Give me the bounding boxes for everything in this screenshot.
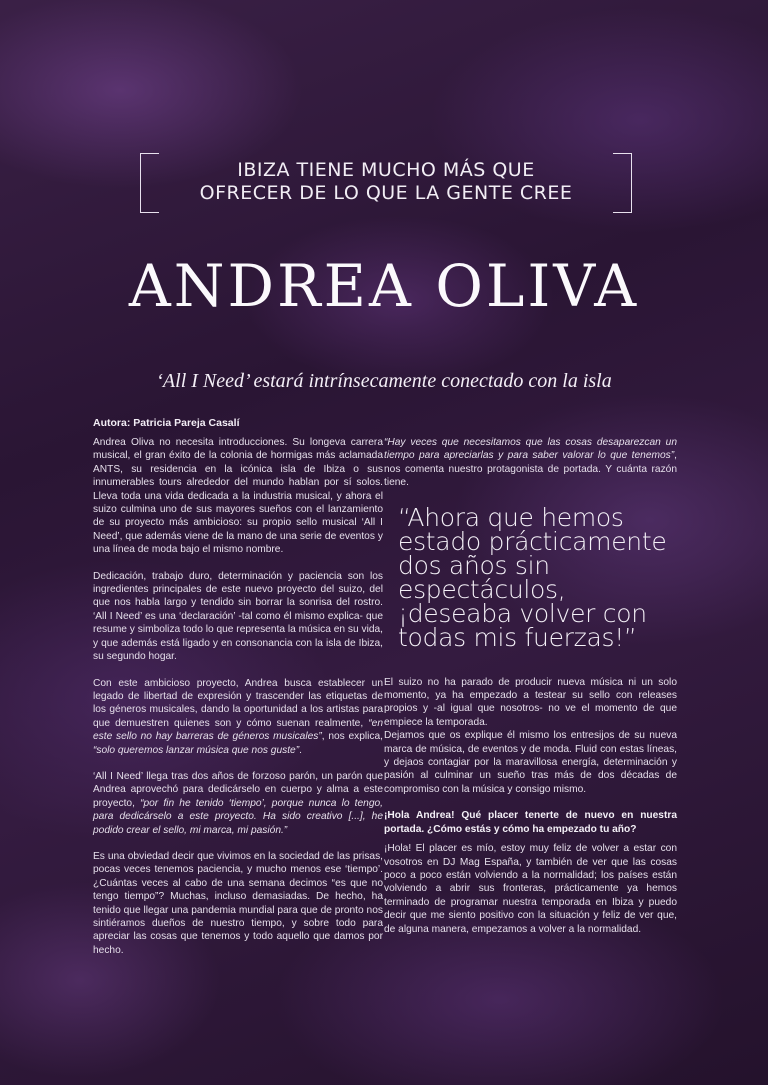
kicker-line-2: OFRECER DE LO QUE LA GENTE CREE xyxy=(199,182,573,204)
inline-quote: “solo queremos lanzar música que nos guste” xyxy=(93,744,300,756)
paragraph: El suizo no ha parado de producir nueva música ni un solo momento, ya ha empezado a testear su sello con releases propios y -al igual que nosotros- no ve el momento de que empiece la temporada. xyxy=(384,676,677,728)
interview-answer: ¡Hola! El placer es mío, estoy muy feliz de volver a estar con vosotros en DJ Mag España, y también de ver que las cosas poco a poco están volviendo a la normalidad; los países están volviendo a abrir sus fronteras, prácticamente ya hemos terminado de programar nuestra temporada en Ibiza y puedo decir que me siento positivo con la situación y feliz de ver que, de alguna manera, empezamos a volver a la normalidad. xyxy=(384,843,677,935)
paragraph: “Hay veces que necesitamos que las cosas desaparezcan un tiempo para apreciarlas y para saber valorar lo que tenemos”, nos comenta nuestro protagonista de portada. Y cuánta razón tiene. xyxy=(384,437,677,489)
article-subtitle: ‘All I Need’ estará intrínsecamente conectado con la isla xyxy=(156,370,612,392)
right-column xyxy=(384,436,677,949)
interview-question: ¡Hola Andrea! Qué placer tenerte de nuevo en nuestra portada. ¿Cómo estás y cómo ha empezado tu año? xyxy=(384,810,677,835)
paragraph: Andrea Oliva no necesita introducciones. Su longeva carrera musical, el gran éxito de la colonia de hormigas más aclamada ANTS, su residencia en la icónica isla de Ibiza o sus innumerables tours alrededor del mundo hablan por sí solos. Lleva toda una vida dedicada a la industria musical, y ahora el suizo culmina uno de sus mayores sueños con el lanzamiento de su proyecto más ambicioso: su propio sello musical ‘All I Need’, que además viene de la mano de una serie de eventos y una línea de moda bajo el mismo nombre. xyxy=(93,437,383,556)
inline-quote: “Hay veces que necesitamos que las cosas desaparezcan un tiempo para apreciarlas y para saber valorar lo que tenemos” xyxy=(384,437,677,462)
kicker-frame xyxy=(140,153,632,211)
left-column xyxy=(93,436,383,970)
inline-quote: “en este sello no hay barreras de géneros musicales” xyxy=(93,717,383,743)
article-title: ANDREA OLIVA xyxy=(128,252,640,320)
kicker-line-1: IBIZA TIENE MUCHO MÁS QUE xyxy=(237,159,535,181)
paragraph: Dedicación, trabajo duro, determinación y paciencia son los ingredientes principales de este nuevo proyecto del suizo, del que nos habla largo y tendido sin borrar la sonrisa del rostro. ‘All I Need’ es una ‘declaración’ -tal como él mismo explica- que resume y simboliza todo lo que representa la música en su vida, y que además está ligado y en consonancia con la isla de Ibiza, su segundo hogar. xyxy=(93,570,383,663)
kicker-heading xyxy=(140,159,632,205)
paragraph: Es una obviedad decir que vivimos en la sociedad de las prisas, pocas veces tenemos paciencia, y mucho menos ese ‘tiempo’. ¿Cuántas veces al cabo de una semana decimos “es que no tengo tiempo”? Muchas, incluso demasiadas. De hecho, ha tenido que llegar una pandemia mundial para que de pronto nos sintiéramos dueños de nuestro tiempo, y sobre todo para apreciar las cosas que tenemos y todo aquello que damos por hecho. xyxy=(93,850,383,956)
pull-quote: “Ahora que hemos estado prácticamente dos años sin espectáculos, ¡deseaba volver con todas mis fuerzas!” xyxy=(398,502,667,652)
inline-quote: “por fin he tenido ‘tiempo’, porque nunca lo tengo, para dedicárselo a este proyecto. Ha sido creativo [...], he podido crear el sello, mi marca, mi pasión.” xyxy=(93,797,383,836)
paragraph: Con este ambicioso proyecto, Andrea busca establecer un legado de libertad de expresión y trascender las etiquetas de los géneros musicales, dando la oportunidad a los artistas para que demuestren quienes son y cómo suenan realmente, “en este sello no hay barreras de géneros musicales”, nos explica, “solo queremos lanzar música que nos guste”. xyxy=(93,677,383,756)
author-byline: Autora: Patricia Pareja Casalí xyxy=(93,417,240,429)
paragraph: Dejamos que os explique él mismo los entresijos de su nueva marca de música, de eventos y de moda. Fluid con estas líneas, y dejaos contagiar por la maravillosa energía, determinación y pasión al culminar un sueño tras más de dos décadas de compromiso con la música y consigo mismo. xyxy=(384,730,677,795)
paragraph: ‘All I Need’ llega tras dos años de forzoso parón, un parón que Andrea aprovechó para dedicárselo en cuerpo y alma a este proyecto, “por fin he tenido ‘tiempo’, porque nunca lo tengo, para dedicárselo a este proyecto. Ha sido creativo [...], he podido crear el sello, mi marca, mi pasión.” xyxy=(93,770,383,836)
